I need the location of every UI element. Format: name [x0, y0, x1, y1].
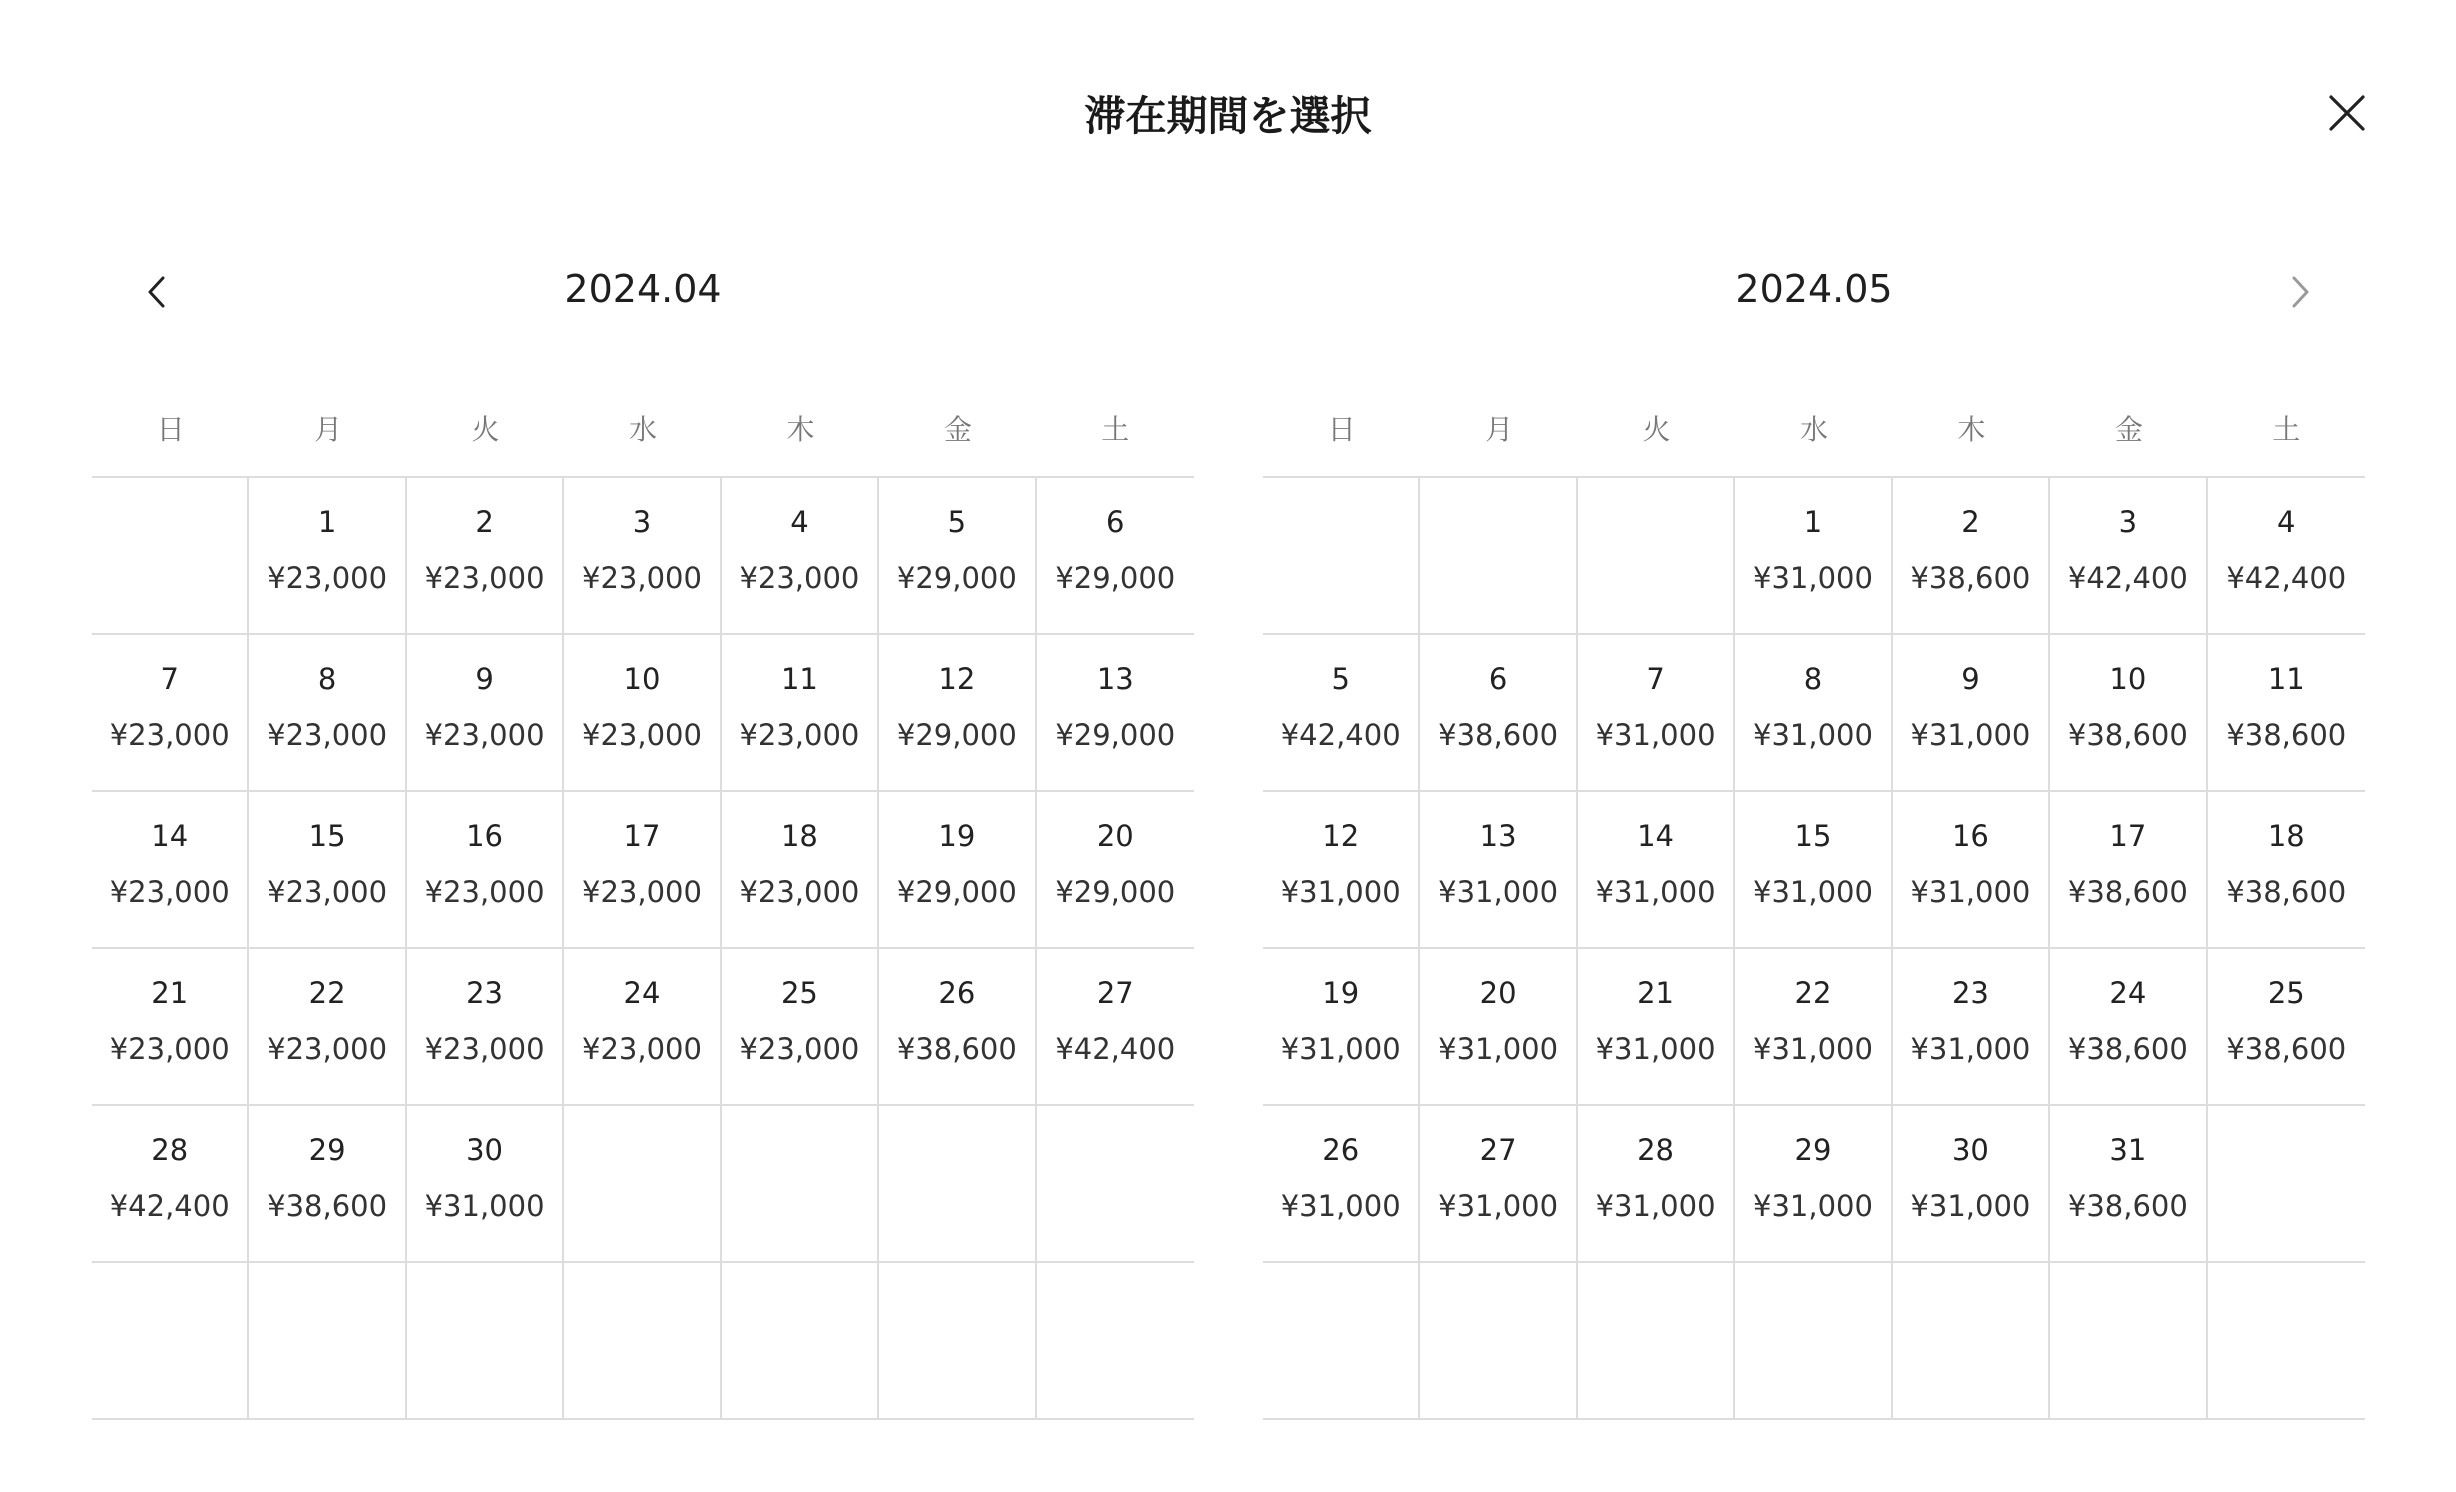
- day-price: ¥23,000: [267, 718, 388, 752]
- day-cell[interactable]: [2050, 949, 2207, 1106]
- day-price: ¥23,000: [739, 1032, 860, 1066]
- day-price: ¥31,000: [1595, 1189, 1716, 1223]
- day-price: ¥42,400: [1280, 718, 1401, 752]
- day-number: 10: [623, 662, 661, 696]
- day-price: ¥31,000: [1753, 1032, 1873, 1066]
- weekday-label: 日: [1327, 413, 1356, 446]
- day-number: 7: [160, 662, 179, 696]
- day-price: ¥31,000: [1595, 718, 1716, 752]
- weekday-label: 木: [1957, 413, 1986, 446]
- day-price: ¥23,000: [424, 718, 545, 752]
- empty-cell: [1578, 1263, 1735, 1420]
- day-number: 15: [308, 819, 346, 853]
- day-price: ¥23,000: [109, 1032, 230, 1066]
- day-cell[interactable]: [2208, 635, 2365, 792]
- day-price: ¥31,000: [1595, 1032, 1716, 1066]
- day-price: ¥23,000: [739, 718, 860, 752]
- day-number: 23: [466, 976, 504, 1010]
- modal-title: 滞在期間を選択: [1084, 92, 1372, 140]
- day-number: 4: [2277, 505, 2296, 539]
- day-price: ¥31,000: [1910, 718, 2031, 752]
- day-cell[interactable]: [1893, 635, 2050, 792]
- day-number: 1: [1803, 505, 1823, 539]
- day-cell[interactable]: [1263, 635, 1420, 792]
- day-price: ¥23,000: [267, 1032, 388, 1066]
- day-cell[interactable]: [1037, 792, 1194, 949]
- day-number: 3: [2118, 505, 2138, 539]
- empty-cell: [1420, 478, 1577, 635]
- month-title: 2024.04: [564, 267, 722, 311]
- day-price: ¥29,000: [896, 561, 1017, 595]
- day-price: ¥23,000: [109, 875, 230, 909]
- day-price: ¥31,000: [1438, 1032, 1559, 1066]
- day-cell[interactable]: [407, 635, 564, 792]
- day-number: 14: [151, 819, 189, 853]
- day-cell[interactable]: [2050, 792, 2207, 949]
- day-cell[interactable]: [249, 949, 406, 1106]
- day-price: ¥23,000: [739, 875, 860, 909]
- empty-cell: [1578, 478, 1735, 635]
- day-cell[interactable]: [249, 1106, 406, 1263]
- day-price: ¥38,600: [2226, 875, 2347, 909]
- day-cell[interactable]: [92, 635, 249, 792]
- day-cell[interactable]: [1420, 792, 1577, 949]
- day-cell[interactable]: [407, 949, 564, 1106]
- day-price: ¥31,000: [1910, 875, 2031, 909]
- day-price: ¥23,000: [424, 875, 545, 909]
- weekday-label: 月: [314, 413, 343, 446]
- day-cell[interactable]: [407, 478, 564, 635]
- empty-cell: [92, 1263, 249, 1420]
- day-price: ¥38,600: [896, 1032, 1017, 1066]
- day-price: ¥29,000: [896, 718, 1017, 752]
- day-number: 12: [1322, 819, 1360, 853]
- day-number: 17: [623, 819, 661, 853]
- day-number: 9: [475, 662, 494, 696]
- day-cell[interactable]: [1735, 949, 1892, 1106]
- close-button[interactable]: [2322, 88, 2372, 138]
- day-cell[interactable]: [1420, 949, 1577, 1106]
- day-number: 29: [308, 1133, 346, 1167]
- day-price: ¥23,000: [582, 561, 702, 595]
- day-price: ¥42,400: [109, 1189, 230, 1223]
- day-price: ¥38,600: [1910, 561, 2031, 595]
- day-cell[interactable]: [722, 635, 879, 792]
- day-number: 18: [2267, 819, 2305, 853]
- day-cell[interactable]: [249, 478, 406, 635]
- day-price: ¥31,000: [1753, 718, 1873, 752]
- day-cell[interactable]: [1735, 478, 1892, 635]
- day-number: 11: [2267, 662, 2305, 696]
- weekday-label: 火: [1642, 413, 1671, 446]
- day-number: 30: [1951, 1133, 1989, 1167]
- empty-cell: [2208, 1106, 2365, 1263]
- day-price: ¥29,000: [896, 875, 1017, 909]
- day-price: ¥23,000: [424, 1032, 545, 1066]
- day-number: 28: [151, 1133, 189, 1167]
- day-cell[interactable]: [1893, 1106, 2050, 1263]
- day-cell[interactable]: [2208, 478, 2365, 635]
- day-cell[interactable]: [407, 792, 564, 949]
- day-price: ¥31,000: [1753, 1189, 1873, 1223]
- day-price: ¥31,000: [1910, 1189, 2031, 1223]
- day-price: ¥23,000: [267, 875, 388, 909]
- day-cell[interactable]: [249, 792, 406, 949]
- day-price: ¥23,000: [109, 718, 230, 752]
- weekday-label: 水: [1799, 413, 1828, 446]
- day-number: 17: [2109, 819, 2147, 853]
- day-number: 22: [308, 976, 346, 1010]
- day-cell[interactable]: [2208, 792, 2365, 949]
- day-number: 16: [466, 819, 504, 853]
- day-cell[interactable]: [879, 792, 1036, 949]
- day-price: ¥31,000: [1753, 875, 1873, 909]
- day-price: ¥38,600: [1438, 718, 1559, 752]
- weekday-header: [1263, 408, 2365, 452]
- day-number: 5: [1331, 662, 1350, 696]
- day-cell[interactable]: [1893, 478, 2050, 635]
- empty-cell: [879, 1263, 1036, 1420]
- day-number: 26: [1322, 1133, 1360, 1167]
- day-number: 24: [2109, 976, 2147, 1010]
- day-number: 21: [151, 976, 189, 1010]
- day-number: 10: [2109, 662, 2147, 696]
- day-cell[interactable]: [1735, 1106, 1892, 1263]
- day-cell[interactable]: [722, 949, 879, 1106]
- day-cell[interactable]: [2208, 949, 2365, 1106]
- day-number: 6: [1488, 662, 1508, 696]
- day-number: 15: [1794, 819, 1832, 853]
- day-price: ¥29,000: [1055, 561, 1176, 595]
- empty-cell: [1420, 1263, 1577, 1420]
- day-price: ¥42,400: [2226, 561, 2347, 595]
- day-number: 12: [938, 662, 976, 696]
- day-price: ¥31,000: [1438, 1189, 1559, 1223]
- day-cell[interactable]: [879, 949, 1036, 1106]
- day-cell[interactable]: [879, 478, 1036, 635]
- day-cell[interactable]: [2050, 1106, 2207, 1263]
- day-number: 2: [1961, 505, 1980, 539]
- day-number: 20: [1096, 819, 1134, 853]
- day-number: 2: [475, 505, 494, 539]
- empty-cell: [879, 1106, 1036, 1263]
- day-number: 3: [632, 505, 652, 539]
- weekday-label: 水: [628, 413, 657, 446]
- day-number: 16: [1951, 819, 1989, 853]
- empty-cell: [722, 1263, 879, 1420]
- day-cell[interactable]: [1735, 635, 1892, 792]
- empty-cell: [2208, 1263, 2365, 1420]
- day-cell[interactable]: [92, 949, 249, 1106]
- empty-cell: [2050, 1263, 2207, 1420]
- weekday-label: 日: [156, 413, 185, 446]
- day-price: ¥38,600: [2067, 718, 2188, 752]
- month-title: 2024.05: [1735, 267, 1893, 311]
- day-cell[interactable]: [1263, 792, 1420, 949]
- day-number: 22: [1794, 976, 1832, 1010]
- day-number: 7: [1646, 662, 1665, 696]
- calendar-grid: [92, 476, 1194, 1420]
- weekday-label: 木: [786, 413, 815, 446]
- day-cell[interactable]: [1578, 1106, 1735, 1263]
- day-cell[interactable]: [1037, 635, 1194, 792]
- day-price: ¥38,600: [2067, 1032, 2188, 1066]
- day-price: ¥38,600: [2226, 1032, 2347, 1066]
- day-cell[interactable]: [2050, 478, 2207, 635]
- empty-cell: [1893, 1263, 2050, 1420]
- day-number: 24: [623, 976, 661, 1010]
- day-price: ¥38,600: [2226, 718, 2347, 752]
- day-cell[interactable]: [92, 1106, 249, 1263]
- empty-cell: [249, 1263, 406, 1420]
- day-price: ¥23,000: [582, 1032, 702, 1066]
- day-cell[interactable]: [92, 792, 249, 949]
- day-number: 13: [1479, 819, 1517, 853]
- day-price: ¥31,000: [1280, 1032, 1401, 1066]
- day-price: ¥31,000: [1753, 561, 1873, 595]
- empty-cell: [564, 1106, 721, 1263]
- day-number: 4: [790, 505, 809, 539]
- day-price: ¥23,000: [739, 561, 860, 595]
- day-number: 8: [1803, 662, 1823, 696]
- empty-cell: [1735, 1263, 1892, 1420]
- day-number: 25: [2267, 976, 2305, 1010]
- day-cell[interactable]: [722, 478, 879, 635]
- day-cell[interactable]: [1893, 792, 2050, 949]
- day-price: ¥38,600: [2067, 1189, 2188, 1223]
- day-price: ¥23,000: [582, 718, 702, 752]
- day-number: 27: [1096, 976, 1134, 1010]
- day-number: 26: [938, 976, 976, 1010]
- empty-cell: [407, 1263, 564, 1420]
- day-number: 18: [780, 819, 818, 853]
- day-cell[interactable]: [1037, 949, 1194, 1106]
- day-price: ¥29,000: [1055, 718, 1176, 752]
- day-cell[interactable]: [564, 635, 721, 792]
- day-cell[interactable]: [722, 792, 879, 949]
- day-cell[interactable]: [1420, 635, 1577, 792]
- empty-cell: [1263, 1263, 1420, 1420]
- day-number: 9: [1961, 662, 1980, 696]
- day-cell[interactable]: [1263, 1106, 1420, 1263]
- day-number: 21: [1637, 976, 1675, 1010]
- day-number: 25: [780, 976, 818, 1010]
- day-cell[interactable]: [407, 1106, 564, 1263]
- day-price: ¥23,000: [582, 875, 702, 909]
- day-price: ¥23,000: [424, 561, 545, 595]
- day-price: ¥38,600: [267, 1189, 388, 1223]
- empty-cell: [1037, 1263, 1194, 1420]
- day-cell[interactable]: [564, 792, 721, 949]
- day-cell[interactable]: [1263, 949, 1420, 1106]
- day-number: 20: [1479, 976, 1517, 1010]
- day-number: 28: [1637, 1133, 1675, 1167]
- day-number: 29: [1794, 1133, 1832, 1167]
- empty-cell: [1037, 1106, 1194, 1263]
- day-cell[interactable]: [1037, 478, 1194, 635]
- day-number: 5: [947, 505, 967, 539]
- weekday-label: 土: [1101, 413, 1130, 446]
- day-cell[interactable]: [1578, 792, 1735, 949]
- day-price: ¥23,000: [267, 561, 388, 595]
- day-number: 14: [1637, 819, 1675, 853]
- day-price: ¥42,400: [1055, 1032, 1176, 1066]
- day-number: 31: [2109, 1133, 2147, 1167]
- day-price: ¥38,600: [2067, 875, 2188, 909]
- day-number: 27: [1479, 1133, 1517, 1167]
- day-number: 19: [938, 819, 976, 853]
- close-icon: [2322, 88, 2372, 138]
- weekday-header: [92, 408, 1194, 452]
- day-number: 6: [1106, 505, 1125, 539]
- day-price: ¥31,000: [1910, 1032, 2031, 1066]
- day-cell[interactable]: [564, 478, 721, 635]
- day-number: 13: [1096, 662, 1134, 696]
- weekday-label: 月: [1485, 413, 1514, 446]
- day-cell[interactable]: [1893, 949, 2050, 1106]
- day-price: ¥31,000: [424, 1189, 545, 1223]
- day-price: ¥31,000: [1438, 875, 1559, 909]
- empty-cell: [564, 1263, 721, 1420]
- day-number: 1: [317, 505, 337, 539]
- day-number: 30: [466, 1133, 504, 1167]
- day-price: ¥31,000: [1280, 875, 1401, 909]
- day-cell[interactable]: [2050, 635, 2207, 792]
- day-price: ¥31,000: [1280, 1189, 1401, 1223]
- day-price: ¥31,000: [1595, 875, 1716, 909]
- day-cell[interactable]: [564, 949, 721, 1106]
- weekday-label: 火: [471, 413, 500, 446]
- day-number: 19: [1322, 976, 1360, 1010]
- day-cell[interactable]: [1578, 635, 1735, 792]
- day-cell[interactable]: [879, 635, 1036, 792]
- weekday-label: 金: [943, 413, 972, 446]
- day-cell[interactable]: [1578, 949, 1735, 1106]
- day-number: 8: [317, 662, 337, 696]
- day-price: ¥29,000: [1055, 875, 1176, 909]
- day-cell[interactable]: [249, 635, 406, 792]
- weekday-label: 金: [2114, 413, 2143, 446]
- weekday-label: 土: [2272, 413, 2301, 446]
- day-number: 11: [780, 662, 818, 696]
- day-number: 23: [1951, 976, 1989, 1010]
- empty-cell: [92, 478, 249, 635]
- empty-cell: [722, 1106, 879, 1263]
- calendar-grid: [1263, 476, 2365, 1420]
- day-cell[interactable]: [1420, 1106, 1577, 1263]
- empty-cell: [1263, 478, 1420, 635]
- day-cell[interactable]: [1735, 792, 1892, 949]
- day-price: ¥42,400: [2067, 561, 2188, 595]
